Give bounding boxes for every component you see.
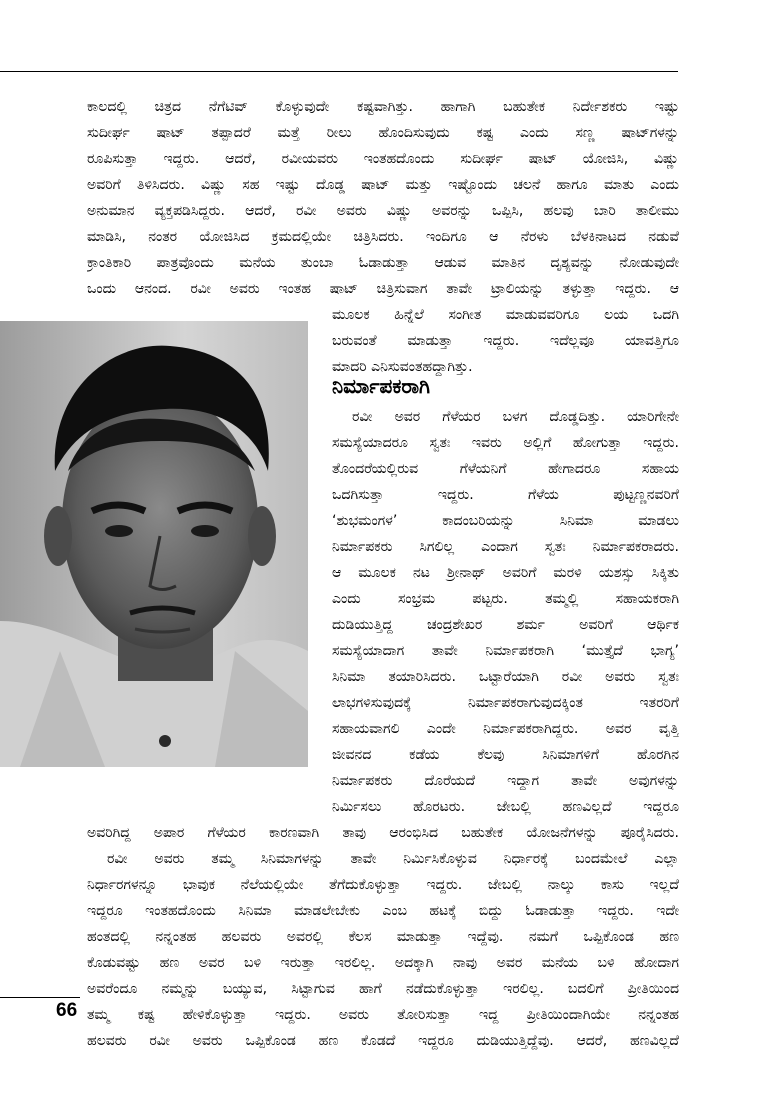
- page-number: 66: [56, 1000, 78, 1021]
- text-line: ಹಂತದಲ್ಲಿ ನನ್ನಂತಹ ಹಲವರು ಅವರಲ್ಲಿ ಕೆಲಸ ಮಾಡುತ್ತಾ ಇದ್ದೆವು. ನಮಗೆ ಒಪ್ಪಿಕೊಂಡ ಹಣ: [87, 929, 679, 945]
- text-line: ಸಿನಿಮಾ ತಯಾರಿಸಿದರು. ಒಟ್ಟಾರೆಯಾಗಿ ರವೀ ಅವರು ಸ್ವತಃ: [332, 669, 679, 685]
- text-line: ಜೀವನದ ಕಡೆಯ ಕೆಲವು ಸಿನಿಮಾಗಳಿಗೆ ಹೊರಗಿನ: [332, 747, 679, 763]
- text-line: ಇದ್ದರೂ ಇಂತಹದೊಂದು ಸಿನಿಮಾ ಮಾಡಲೇಬೇಕು ಎಂಬ ಹಟಕ್ಕೆ ಬಿದ್ದು ಓಡಾಡುತ್ತಾ ಇದ್ದರು. ಇದೇ: [87, 903, 679, 919]
- text-line: ಸಮಸ್ಯೆಯಾದರೂ ಸ್ವತಃ ಇವರು ಅಲ್ಲಿಗೆ ಹೋಗುತ್ತಾ ಇದ್ದರು.: [332, 435, 679, 451]
- text-line: ಆ ಮೂಲಕ ನಟ ಶ್ರೀನಾಥ್ ಅವರಿಗೆ ಮರಳಿ ಯಶಸ್ಸು ಸಿಕ್ಕಿತು: [332, 565, 679, 581]
- text-line: ನಿರ್ಮಿಸಲು ಹೊರಟರು. ಜೇಬಲ್ಲಿ ಹಣವಿಲ್ಲದೆ ಇದ್ದರೂ: [332, 799, 679, 815]
- text-line: ಮೂಲಕ ಹಿನ್ನೆಲೆ ಸಂಗೀತ ಮಾಡುವವರಿಗೂ ಲಯ ಒದಗಿ: [332, 307, 679, 323]
- portrait-photo-icon: [0, 321, 308, 767]
- text-line: ಅವರಿಗೆ ತಿಳಿಸಿದರು. ವಿಷ್ಣು ಸಹ ಇಷ್ಟು ದೊಡ್ಡ ಷಾಟ್ ಮತ್ತು ಇಷ್ಟೊಂದು ಚಲನೆ ಹಾಗೂ ಮಾತು ಎಂದು: [87, 177, 679, 193]
- text-line: ಅನುಮಾನ ವ್ಯಕ್ತಪಡಿಸಿದ್ದರು. ಆದರೆ, ರವೀ ಅವರು ವಿಷ್ಣು ಅವರನ್ನು ಒಪ್ಪಿಸಿ, ಹಲವು ಬಾರಿ ತಾಲೀಮು: [87, 203, 679, 219]
- text-line: ನಿರ್ಮಾಪಕರು ಸಿಗಲಿಲ್ಲ ಎಂದಾಗ ಸ್ವತಃ ನಿರ್ಮಾಪಕರಾದರು.: [332, 539, 679, 555]
- text-line: ತಮ್ಮ ಕಷ್ಟ ಹೇಳಿಕೊಳ್ಳುತ್ತಾ ಇದ್ದರು. ಅವರು ತೋರಿಸುತ್ತಾ ಇದ್ದ ಪ್ರೀತಿಯಿಂದಾಗಿಯೇ ನನ್ನಂತಹ: [87, 1007, 679, 1023]
- text-line: ಸಹಾಯವಾಗಲಿ ಎಂದೇ ನಿರ್ಮಾಪಕರಾಗಿದ್ದರು. ಅವರ ವೃತ್ತಿ: [332, 721, 679, 737]
- text-line: ಲಾಭಗಳಿಸುವುದಕ್ಕೆ ನಿರ್ಮಾಪಕರಾಗುವುದಕ್ಕಿಂತ ಇತರರಿಗೆ: [332, 695, 679, 711]
- text-line: ರೂಪಿಸುತ್ತಾ ಇದ್ದರು. ಆದರೆ, ರವೀಯವರು ಇಂತಹದೊಂದು ಸುದೀರ್ಘ ಷಾಟ್ ಯೋಜಿಸಿ, ವಿಷ್ಣು: [87, 151, 679, 167]
- text-line: ಬರುವಂತೆ ಮಾಡುತ್ತಾ ಇದ್ದರು. ಇದೆಲ್ಲವೂ ಯಾವತ್ತಿಗೂ: [332, 333, 679, 349]
- text-line: ಅವರೆಂದೂ ನಮ್ಮನ್ನು ಬಯ್ಯುವ, ಸಿಟ್ಟಾಗುವ ಹಾಗೆ ನಡೆದುಕೊಳ್ಳುತ್ತಾ ಇರಲಿಲ್ಲ. ಬದಲಿಗೆ ಪ್ರೀತಿಯಿಂದ: [87, 981, 679, 997]
- text-line: ‘ಶುಭಮಂಗಳ’ ಕಾದಂಬರಿಯನ್ನು ಸಿನಿಮಾ ಮಾಡಲು: [332, 513, 679, 529]
- text-line: ಒಂದು ಆನಂದ. ರವೀ ಅವರು ಇಂತಹ ಷಾಟ್ ಚಿತ್ರಿಸುವಾಗ ತಾವೇ ಟ್ರಾಲಿಯನ್ನು ತಳ್ಳುತ್ತಾ ಇದ್ದರು. ಆ: [87, 281, 679, 297]
- text-line: ಅವರಿಗಿದ್ದ ಅಪಾರ ಗೆಳೆಯರ ಕಾರಣವಾಗಿ ತಾವು ಆರಂಭಿಸಿದ ಬಹುತೇಕ ಯೋಜನೆಗಳನ್ನು ಪೂರೈಸಿದರು.: [87, 825, 679, 841]
- text-line: ರವೀ ಅವರು ತಮ್ಮ ಸಿನಿಮಾಗಳನ್ನು ತಾವೇ ನಿರ್ಮಿಸಿಕೊಳ್ಳುವ ನಿರ್ಧಾರಕ್ಕೆ ಬಂದಮೇಲೆ ಎಲ್ಲಾ: [107, 851, 679, 867]
- text-line: ಕೊಡುವಷ್ಟು ಹಣ ಅವರ ಬಳಿ ಇರುತ್ತಾ ಇರಲಿಲ್ಲ. ಅದಕ್ಕಾಗಿ ನಾವು ಅವರ ಮನೆಯ ಬಳಿ ಹೋದಾಗ: [87, 955, 679, 971]
- portrait-photo: [0, 321, 308, 767]
- text-line: ಸಮಸ್ಯೆಯಾದಾಗ ತಾವೇ ನಿರ್ಮಾಪಕರಾಗಿ ‘ಮುತ್ತೈದೆ ಭಾಗ್ಯ’: [332, 643, 679, 659]
- text-line: ಎಂದು ಸಂಭ್ರಮ ಪಟ್ಟರು. ತಮ್ಮಲ್ಲಿ ಸಹಾಯಕರಾಗಿ: [332, 591, 679, 607]
- text-line: ಸುದೀರ್ಘ ಷಾಟ್ ತಪ್ಪಾದರೆ ಮತ್ತೆ ರೀಲು ಹೊಂದಿಸುವುದು ಕಷ್ಟ ಎಂದು ಸಣ್ಣ ಷಾಟ್‌ಗಳನ್ನು: [87, 125, 679, 141]
- text-line: ಮಾಡಿಸಿ, ನಂತರ ಯೋಜಿಸಿದ ಕ್ರಮದಲ್ಲಿಯೇ ಚಿತ್ರಿಸಿದರು. ಇಂದಿಗೂ ಆ ನೆರಳು ಬೆಳಕಿನಾಟದ ನಡುವೆ: [87, 229, 679, 245]
- text-line: ಕ್ರಾಂತಿಕಾರಿ ಪಾತ್ರವೊಂದು ಮನೆಯ ತುಂಬಾ ಓಡಾಡುತ್ತಾ ಆಡುವ ಮಾತಿನ ದೃಶ್ಯವನ್ನು ನೋಡುವುದೇ: [87, 255, 679, 271]
- top-rule: [0, 71, 678, 72]
- text-line: ನಿರ್ಮಾಪಕರು ದೊರೆಯದೆ ಇದ್ದಾಗ ತಾವೇ ಅವುಗಳನ್ನು: [332, 773, 679, 789]
- text-line: ತೊಂದರೆಯಲ್ಲಿರುವ ಗೆಳೆಯನಿಗೆ ಹೇಗಾದರೂ ಸಹಾಯ: [332, 461, 679, 477]
- footer-rule: [0, 997, 80, 998]
- text-line: ಕಾಲದಲ್ಲಿ ಚಿತ್ರದ ನೆಗೆಟಿವ್ ಕೊಳ್ಳುವುದೇ ಕಷ್ಟವಾಗಿತ್ತು. ಹಾಗಾಗಿ ಬಹುತೇಕ ನಿರ್ದೇಶಕರು ಇಷ್ಟು: [87, 99, 679, 115]
- text-line: ಹಲವರು ರವೀ ಅವರು ಒಪ್ಪಿಕೊಂಡ ಹಣ ಕೊಡದೆ ಇದ್ದರೂ ದುಡಿಯುತ್ತಿದ್ದೆವು. ಆದರೆ, ಹಣವಿಲ್ಲದೆ: [87, 1033, 679, 1049]
- text-line: ಮಾದರಿ ಎನಿಸುವಂತಹದ್ದಾಗಿತ್ತು.: [332, 359, 473, 375]
- text-line: ನಿರ್ಧಾರಗಳನ್ನೂ ಭಾವುಕ ನೆಲೆಯಲ್ಲಿಯೇ ತೆಗೆದುಕೊಳ್ಳುತ್ತಾ ಇದ್ದರು. ಜೇಬಲ್ಲಿ ನಾಲ್ಕು ಕಾಸು ಇಲ್ಲದೆ: [87, 877, 679, 893]
- text-line: ದುಡಿಯುತ್ತಿದ್ದ ಚಂದ್ರಶೇಖರ ಶರ್ಮ ಅವರಿಗೆ ಆರ್ಥಿಕ: [332, 617, 679, 633]
- text-line: ರವೀ ಅವರ ಗೆಳೆಯರ ಬಳಗ ದೊಡ್ಡದಿತ್ತು. ಯಾರಿಗೇನೇ: [352, 409, 679, 425]
- section-heading: ನಿರ್ಮಾಪಕರಾಗಿ: [332, 374, 430, 398]
- text-line: ಒದಗಿಸುತ್ತಾ ಇದ್ದರು. ಗೆಳೆಯ ಪುಟ್ಟಣ್ಣನವರಿಗೆ: [332, 487, 679, 503]
